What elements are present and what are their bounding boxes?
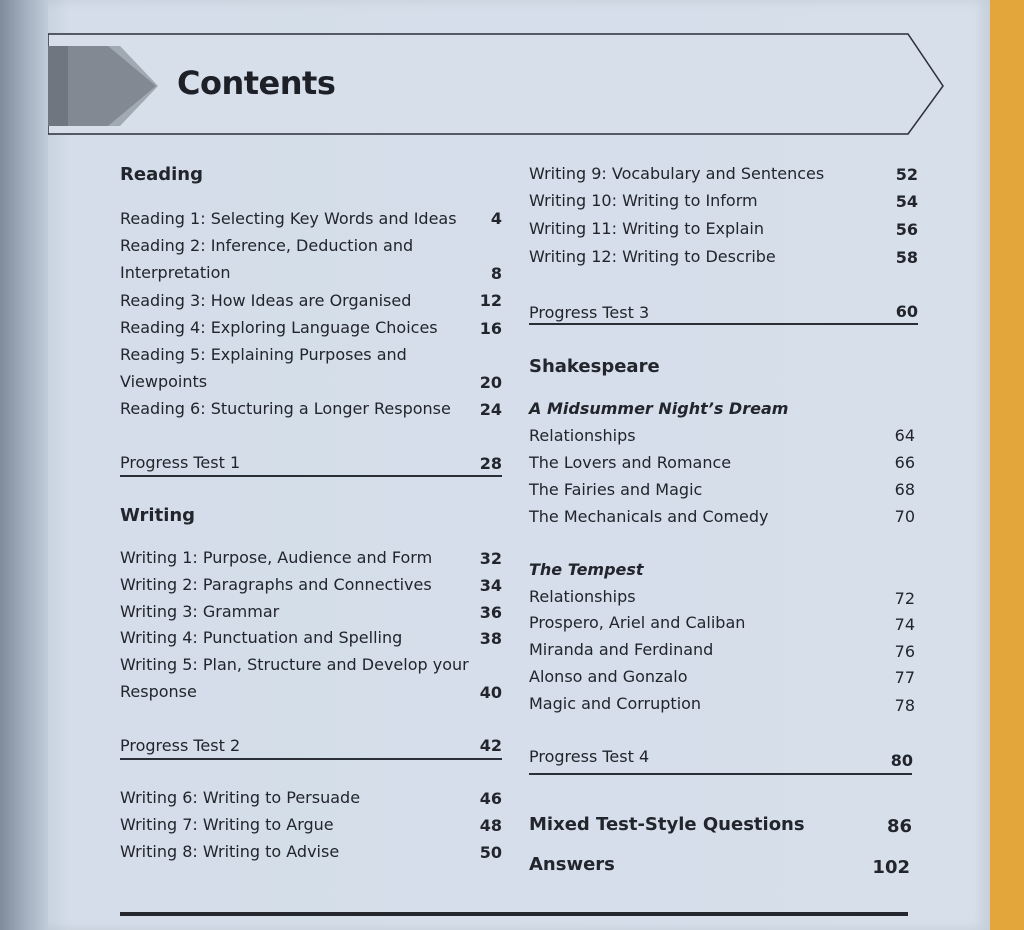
toc-entry-writing-3: Writing 3: Grammar bbox=[120, 602, 280, 621]
section-heading-shakespeare: Shakespeare bbox=[529, 356, 660, 377]
toc-page: 8 bbox=[490, 264, 502, 283]
toc-entry-tempest-5: Magic and Corruption bbox=[529, 694, 702, 713]
toc-page: 4 bbox=[490, 209, 502, 228]
toc-page: 12 bbox=[479, 291, 502, 310]
toc-entry-writing-9: Writing 9: Vocabulary and Sentences bbox=[529, 164, 825, 183]
toc-page: 36 bbox=[479, 603, 502, 622]
toc-entry-tempest-3: Miranda and Ferdinand bbox=[529, 640, 714, 659]
toc-page: 58 bbox=[895, 248, 918, 267]
toc-page: 56 bbox=[895, 220, 918, 239]
play-title-msnd: A Midsummer Night’s Dream bbox=[529, 399, 789, 418]
toc-entry-progress-test-4: Progress Test 4 bbox=[529, 747, 650, 766]
toc-page: 52 bbox=[895, 165, 918, 184]
toc-entry-msnd-4: The Mechanicals and Comedy bbox=[529, 507, 769, 526]
toc-entry-writing-12: Writing 12: Writing to Describe bbox=[529, 247, 776, 266]
toc-entry-writing-7: Writing 7: Writing to Argue bbox=[120, 815, 334, 834]
toc-entry-writing-5: Writing 5: Plan, Structure and Develop your bbox=[120, 655, 469, 674]
divider bbox=[529, 773, 912, 775]
section-heading-writing: Writing bbox=[120, 505, 196, 526]
toc-page: 72 bbox=[894, 589, 915, 608]
toc-page: 54 bbox=[895, 192, 918, 211]
toc-entry-writing-10: Writing 10: Writing to Inform bbox=[529, 191, 758, 210]
toc-page: 70 bbox=[894, 507, 915, 526]
toc-entry-reading-5: Reading 5: Explaining Purposes and bbox=[120, 345, 407, 364]
toc-entry-progress-test-1: Progress Test 1 bbox=[120, 453, 241, 472]
toc-page: 76 bbox=[894, 642, 915, 661]
toc-entry-writing-4: Writing 4: Punctuation and Spelling bbox=[120, 628, 403, 647]
toc-entry-msnd-1: Relationships bbox=[529, 426, 636, 445]
toc-page: 42 bbox=[479, 736, 502, 755]
toc-entry-reading-2-cont: Interpretation bbox=[120, 263, 231, 282]
toc-entry-writing-6: Writing 6: Writing to Persuade bbox=[120, 788, 361, 807]
toc-entry-writing-11: Writing 11: Writing to Explain bbox=[529, 219, 765, 238]
toc-entry-writing-8: Writing 8: Writing to Advise bbox=[120, 842, 340, 861]
toc-page: 38 bbox=[479, 629, 502, 648]
toc-entry-reading-5-cont: Viewpoints bbox=[120, 372, 208, 391]
toc-entry-writing-2: Writing 2: Paragraphs and Connectives bbox=[120, 575, 432, 594]
toc-entry-tempest-4: Alonso and Gonzalo bbox=[529, 667, 688, 686]
toc-entry-tempest-2: Prospero, Ariel and Caliban bbox=[529, 613, 746, 632]
toc-entry-reading-3: Reading 3: How Ideas are Organised bbox=[120, 291, 412, 310]
toc-entry-msnd-3: The Fairies and Magic bbox=[529, 480, 703, 499]
toc-page: 16 bbox=[479, 319, 502, 338]
divider bbox=[120, 475, 502, 477]
toc-page: 48 bbox=[479, 816, 502, 835]
toc-page: 86 bbox=[886, 816, 912, 837]
toc-page: 78 bbox=[894, 696, 915, 715]
toc-entry-reading-4: Reading 4: Exploring Language Choices bbox=[120, 318, 438, 337]
toc-page: 40 bbox=[479, 683, 502, 702]
toc-page: 34 bbox=[479, 576, 502, 595]
toc-entry-progress-test-2: Progress Test 2 bbox=[120, 736, 241, 755]
toc-page: 102 bbox=[872, 857, 910, 878]
toc-entry-writing-5-cont: Response bbox=[120, 682, 197, 701]
toc-page: 68 bbox=[894, 480, 915, 499]
toc-page: 24 bbox=[479, 400, 502, 419]
toc-page: 64 bbox=[894, 426, 915, 445]
footer-divider bbox=[120, 912, 908, 916]
toc-entry-msnd-2: The Lovers and Romance bbox=[529, 453, 732, 472]
section-heading-reading: Reading bbox=[120, 164, 203, 185]
toc-page: 66 bbox=[894, 453, 915, 472]
divider bbox=[529, 323, 918, 325]
toc-entry-writing-1: Writing 1: Purpose, Audience and Form bbox=[120, 548, 433, 567]
toc-page: 74 bbox=[894, 615, 915, 634]
divider bbox=[120, 758, 502, 760]
toc-entry-reading-6: Reading 6: Stucturing a Longer Response bbox=[120, 399, 451, 418]
book-spine bbox=[0, 0, 48, 930]
toc-entry-tempest-1: Relationships bbox=[529, 587, 636, 606]
toc-entry-progress-test-3: Progress Test 3 bbox=[529, 303, 650, 322]
toc-entry-mixed-questions: Mixed Test-Style Questions bbox=[529, 814, 805, 835]
play-title-tempest: The Tempest bbox=[529, 560, 644, 579]
toc-entry-reading-1: Reading 1: Selecting Key Words and Ideas bbox=[120, 209, 457, 228]
toc-page: 77 bbox=[894, 668, 915, 687]
page-title: Contents bbox=[177, 64, 336, 102]
toc-entry-answers: Answers bbox=[529, 854, 615, 875]
toc-entry-reading-2: Reading 2: Inference, Deduction and bbox=[120, 236, 414, 255]
toc-page: 32 bbox=[479, 549, 502, 568]
toc-page: 80 bbox=[890, 751, 913, 770]
toc-page: 50 bbox=[479, 843, 502, 862]
toc-page: 60 bbox=[895, 302, 918, 321]
toc-page: 46 bbox=[479, 789, 502, 808]
toc-page: 28 bbox=[479, 454, 502, 473]
toc-page: 20 bbox=[479, 373, 502, 392]
